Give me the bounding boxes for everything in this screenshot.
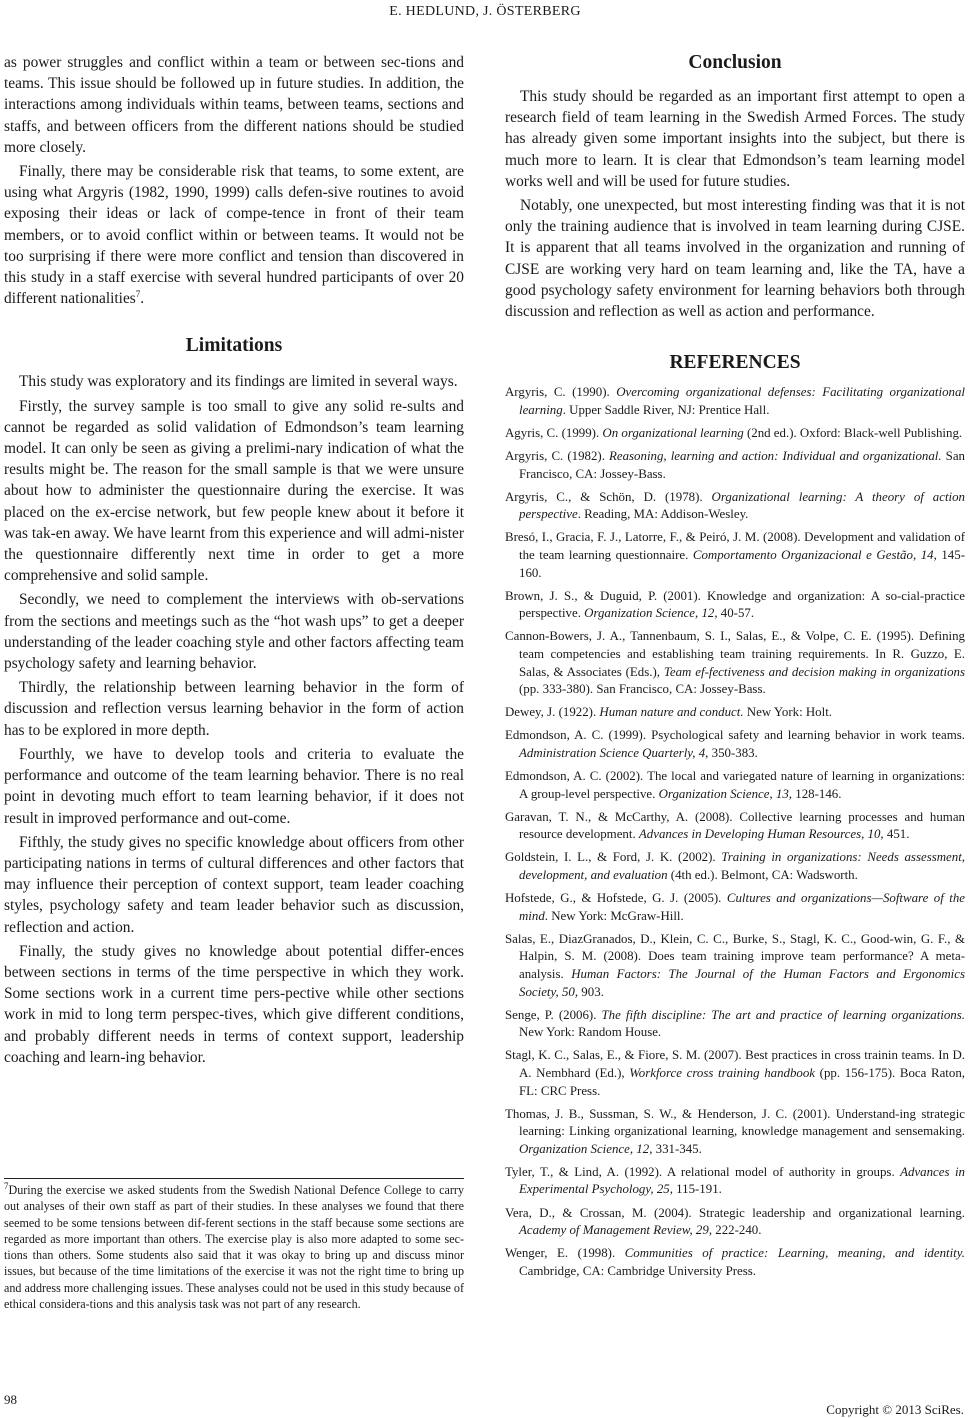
body-paragraph: Thirdly, the relationship between learning behavior in the form of discussion and reflection versus learning behavior in the form of action has to be explored in more depth. (4, 679, 464, 739)
body-paragraph: Firstly, the survey sample is too small to give any solid re-sults and cannot be regarded as solid validation of Edmondson’s team learning model. It can only be seen as giving a prelimi-nary indication of what the results might be. The reason for the small sample is that we were unsure about how to administer the questionnaire during the exercise. It was placed on the ex-ercise network, but few people knew about it before it was tak-en away. We have learnt from this experience and will admi-nister the questionnaire differently next time in order to get a more comprehensive and solid sample. (4, 397, 464, 585)
conclusion-heading: Conclusion (688, 52, 782, 73)
reference-text: (pp. 333-380). San Francisco, CA: Jossey-Bass. (519, 682, 766, 697)
reference-text: Argyris, C., & Schön, D. (1978). (505, 489, 712, 504)
reference-text: New York: Holt. (743, 705, 833, 720)
reference-text: Vera, D., & Crossan, M. (2004). Strategic leadership and organizational learning. (505, 1205, 965, 1220)
reference-entry (505, 890, 965, 925)
reference-text: Thomas, J. B., Sussman, S. W., & Henderson, J. C. (2001). Understand-ing strategic learning: Linking organizational learning, knowledge management and sensemaking. (505, 1106, 965, 1139)
reference-title: Human Factors: The Journal of the Human Factors and Ergonomics Society, 50, (519, 966, 965, 999)
reference-title: Workforce cross training handbook (629, 1065, 816, 1080)
reference-title: Training in organizations: Needs assessment, development, and evaluation (519, 850, 966, 882)
reference-entry (505, 849, 965, 884)
reference-entry (505, 704, 965, 722)
reference-text: Hofstede, G., & Hofstede, G. J. (2005). (505, 891, 727, 906)
reference-entry (505, 384, 965, 419)
reference-title: Organization Science, 13, (658, 786, 793, 801)
reference-text: Argyris, C. (1990). (505, 385, 617, 400)
left-column (4, 52, 464, 1068)
reference-entry (505, 931, 965, 1001)
reference-title: Cultures and organizations—Software of the mind (519, 891, 965, 923)
reference-text: Stagl, K. C., Salas, E., & Fiore, S. M. (2007). Best practices in cross trainin teams. In D. A. Nembhard (Ed.), (505, 1048, 965, 1080)
reference-title: Organizational learning: A theory of action perspective (519, 489, 965, 522)
reference-entry (505, 1047, 965, 1100)
body-paragraph: This study was exploratory and its findings are limited in several ways. (19, 373, 458, 391)
reference-title: Academy of Management Review, 29, (519, 1223, 713, 1238)
references-heading: REFERENCES (669, 352, 801, 374)
reference-text: Salas, E., DiazGranados, D., Klein, C. C., Burke, S., Stagl, K. C., Good-win, G. F., & Halpin, S. M. (2008). Does team training improve team performance? A meta-analysis. (505, 931, 965, 981)
reference-entry (505, 1164, 965, 1199)
reference-title: Organization Science, 12, (519, 1141, 653, 1156)
reference-text: 128-146. (792, 786, 842, 801)
reference-text: Tyler, T., & Lind, A. (1992). A relational model of authority in groups. (505, 1164, 901, 1179)
reference-title: Overcoming organizational defenses: Facilitating organizational learning (519, 385, 966, 417)
reference-text: San Francisco, CA: Jossey-Bass. (519, 449, 966, 481)
limitations-heading: Limitations (185, 335, 283, 357)
reference-text: Edmondson, A. C. (2002). The local and variegated nature of learning in organizations: A group-level perspective. (505, 769, 965, 801)
reference-entry (505, 489, 965, 524)
paragraph-end: . (140, 290, 145, 308)
body-paragraph: Secondly, we need to complement the interviews with ob-servations from the sections and meetings such as the “hot wash ups” to get a deeper understanding of the leader coaching style and other factors affecting team psychology safety and learning behavior. (4, 591, 464, 673)
reference-title: Communities of practice: Learning, meaning, and identity. (624, 1246, 965, 1261)
reference-text: Argyris, C. (1982). (505, 449, 609, 464)
reference-entry (505, 448, 965, 483)
reference-text: 903. (578, 984, 604, 999)
paragraph-text: Finally, there may be considerable risk that teams, to some extent, are using what Argyris (1982, 1990, 1999) calls defen-sive routines to avoid exposing their ideas or lack of compe-tence in front of their team members, or to avoid conflict within or between teams. It would not be too surprising if there were more conflict and tension than discovered in this study in a staff exercise with several hundred participants of over 20 different nationalities (4, 163, 464, 308)
running-head: E. HEDLUND, J. ÖSTERBERG (389, 4, 581, 19)
reference-text: 115-191. (672, 1182, 722, 1197)
reference-list (505, 384, 965, 1280)
reference-text: (2nd ed.). Oxford: Black-well Publishing. (743, 425, 963, 440)
page-number: 98 (4, 1392, 17, 1407)
reference-text: New York: Random House. (519, 1025, 662, 1040)
body-paragraph: Fourthly, we have to develop tools and criteria to evaluate the performance and outcome of the team learning behavior. There is no real point in devoting much effort to team learning behavior, if it does not result in improved performance and out-come. (4, 745, 464, 827)
reference-title: On organizational learning (602, 425, 744, 440)
reference-text: 350-383. (708, 745, 758, 760)
body-paragraph: as power struggles and conflict within a team or between sec-tions and teams. This issue should be followed up in future studies. In addition, the interactions among individuals within teams, between teams, sections and staffs, and between officers from the different nations should be studied more closely. (4, 54, 464, 156)
reference-text: Cambridge, CA: Cambridge University Press. (519, 1263, 757, 1278)
reference-text: Brown, J. S., & Duguid, P. (2001). Knowledge and organization: A so-cial-practice perspective. (505, 588, 965, 621)
reference-title: Administration Science Quarterly, 4, (519, 745, 709, 760)
reference-title: Team ef-fectiveness and decision making in organizations (663, 664, 965, 679)
reference-entry (505, 529, 965, 582)
reference-text: Goldstein, I. L., & Ford, J. K. (2002). (505, 850, 722, 865)
reference-text: Agyris, C. (1999). (505, 425, 603, 440)
footnote-rule (4, 1178, 464, 1179)
body-paragraph: Notably, one unexpected, but most interesting finding was that it is not only the training audience that is involved in team learning during CJSE. It is apparent that all teams involved in the organization and running of CJSE are working very hard on team learning and, like the TA, have a good psychology safety environment for learning behaviors both through discussion and reflection as well as action and performance. (505, 197, 965, 321)
reference-entry (505, 588, 965, 623)
reference-text: Dewey, J. (1922). (505, 705, 600, 720)
right-column (505, 52, 965, 1286)
reference-text: Wenger, E. (1998). (505, 1246, 625, 1261)
body-paragraph: This study should be regarded as an important first attempt to open a research field of team learning in the Swedish Armed Forces. The study has already given some important insights into the subject, but there is much more to learn. It is clear that Edmondson’s team learning model works well and will be used for future studies. (505, 88, 965, 190)
reference-text: Senge, P. (2006). (505, 1007, 602, 1022)
body-paragraph: Finally, the study gives no knowledge about potential differ-ences between sections in terms of the time perspective in which they work. Some sections work in a current time pers-pective while other sections work in mid to long term perspec-tives, which give different conditions, and probably different needs in terms of context support, leadership coaching and learn-ing behavior. (4, 942, 464, 1066)
reference-text: . New York: McGraw-Hill. (544, 908, 684, 923)
reference-text: 451. (883, 827, 910, 842)
footnote (4, 1182, 464, 1312)
reference-entry (505, 1205, 965, 1240)
reference-text: Bresó, I., Gracia, F. J., Latorre, F., & Peiró, J. M. (2008). Development and validation of the team learning questionnaire. (505, 530, 965, 562)
footnote-number: 7 (4, 1180, 9, 1191)
reference-title: Organization Science, 12, (584, 606, 718, 621)
reference-text: 222-240. (712, 1223, 762, 1238)
reference-entry (505, 1106, 965, 1159)
reference-title: Comportamento Organizacional e Gestão, 14, (692, 547, 937, 562)
reference-text: 40-57. (717, 606, 755, 621)
reference-title: Human nature and conduct. (599, 705, 744, 720)
footnote-text: During the exercise we asked students from the Swedish National Defence College to carry out analyses of their own staff as part of their studies. In these analyses we found that there seemed to be some tensions between dif-ferent sections in the staff because some sections are regarded as more important than others. The exercise play is also more adapted to some sec-tions than others. Some students also said that it was okay to bring up and discuss minor issues, but because of the time limitations of the exercise it was not the right time to bring up and address more challenging issues. These analyses could not be used in this study because of ethical considera-tions and this analysis task was not part of any research. (4, 1183, 464, 1312)
reference-entry (505, 768, 965, 803)
copyright-notice: Copyright © 2013 SciRes. (826, 1402, 964, 1417)
reference-title: The fifth discipline: The art and practice of learning organizations. (601, 1007, 965, 1022)
reference-text: Edmondson, A. C. (1999). Psychological safety and learning behavior in work teams. (505, 728, 965, 743)
reference-title: Reasoning, learning and action: Individual and organizational. (609, 449, 942, 464)
reference-entry (505, 628, 965, 698)
reference-text: 145-160. (519, 547, 965, 580)
reference-text: (4th ed.). Belmont, CA: Wadsworth. (667, 867, 858, 882)
footnote-marker[interactable]: 7 (135, 289, 141, 300)
reference-entry (505, 425, 965, 443)
reference-text: (pp. 156-175). Boca Raton, FL: CRC Press. (519, 1065, 965, 1098)
reference-entry (505, 1245, 965, 1280)
reference-entry (505, 1007, 965, 1042)
reference-text: 331-345. (652, 1141, 702, 1156)
reference-title: Advances in Developing Human Resources, 10, (638, 827, 884, 842)
body-paragraph: Fifthly, the study gives no specific knowledge about officers from other participating nations in terms of cultural differences and other factors that may influence their perception of context support, team leader coaching styles, psychology safety and team leader behavior such as discussion, reflection and action. (4, 833, 464, 936)
reference-entry (505, 727, 965, 762)
reference-entry (505, 809, 965, 844)
reference-text: Cannon-Bowers, J. A., Tannenbaum, S. I., Salas, E., & Volpe, C. E. (1995). Defining team competencies and establishing team training requirements. In R. Guzzo, E. Salas, & Associates (Eds.), (505, 629, 965, 679)
reference-title: Advances in Experimental Psychology, 25, (519, 1164, 965, 1197)
reference-text: . Reading, MA: Addison-Wesley. (577, 507, 749, 522)
reference-text: . Upper Saddle River, NJ: Prentice Hall. (562, 402, 770, 417)
reference-text: Garavan, T. N., & McCarthy, A. (2008). Collective learning processes and human resource development. (505, 809, 965, 842)
body-paragraph (4, 161, 464, 309)
